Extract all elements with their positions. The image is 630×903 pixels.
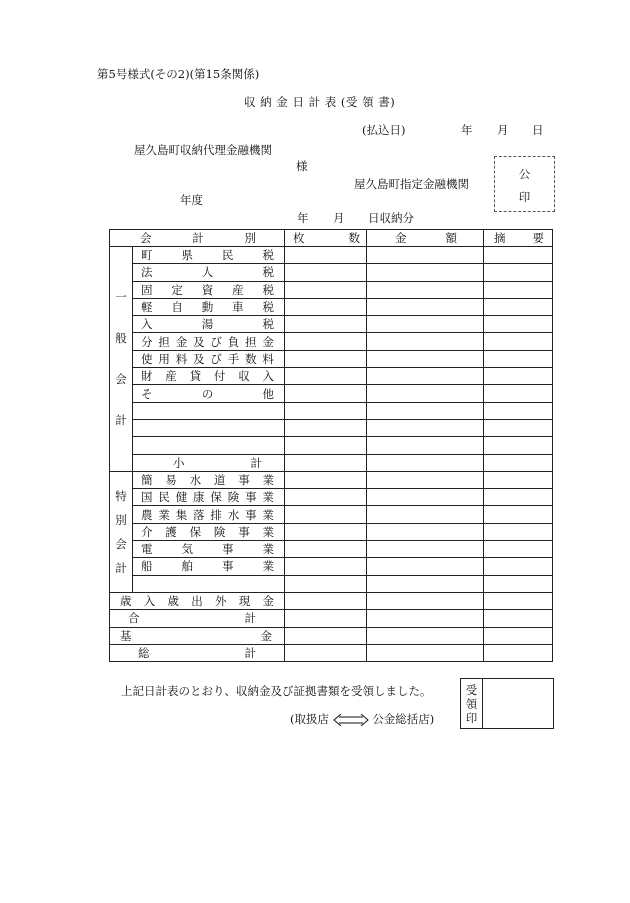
entry-cell[interactable] <box>484 298 553 315</box>
entry-cell[interactable] <box>285 316 367 333</box>
label-char: び <box>210 351 222 366</box>
label-char: 人 <box>201 265 214 280</box>
label-char: 軽 <box>141 300 153 315</box>
label-char: 総 <box>138 645 150 660</box>
recipient-honorific: 様 <box>296 159 308 173</box>
section-char: 会 <box>115 372 127 387</box>
label-char: 道 <box>213 473 226 487</box>
entry-cell[interactable] <box>367 264 484 281</box>
section-label <box>110 247 133 472</box>
label-char: 護 <box>165 524 177 539</box>
label-char: 財 <box>141 369 153 384</box>
payment-date-label: (払込日) <box>362 123 406 137</box>
entry-cell[interactable] <box>285 454 367 471</box>
entry-cell[interactable] <box>484 506 553 523</box>
entry-cell[interactable] <box>367 350 484 367</box>
entry-cell[interactable] <box>367 489 484 506</box>
entry-cell[interactable] <box>285 506 367 523</box>
label-char: 現 <box>238 594 251 609</box>
table-row <box>110 368 553 385</box>
label-char: 金 <box>262 594 274 609</box>
entry-cell[interactable] <box>285 610 367 627</box>
label-char: 入 <box>141 317 153 332</box>
label-char: 金 <box>260 628 272 643</box>
entry-cell[interactable] <box>367 471 484 488</box>
table-row <box>110 247 553 264</box>
section-char: 計 <box>115 413 127 428</box>
label-char: 法 <box>141 265 153 280</box>
label-char: 外 <box>215 594 227 609</box>
label-char: 摘 <box>494 231 506 245</box>
label-char: 介 <box>141 524 153 539</box>
collection-year: 年 <box>297 211 309 225</box>
label-char: 用 <box>158 351 170 366</box>
label-char: 民 <box>222 248 234 263</box>
section-char: 計 <box>115 560 127 575</box>
table-row <box>110 419 553 436</box>
section-char: 別 <box>115 512 127 527</box>
entry-cell[interactable] <box>484 610 553 627</box>
account-label <box>133 386 284 402</box>
entry-cell[interactable] <box>285 541 367 558</box>
label-char: 固 <box>141 282 153 297</box>
entry-cell[interactable] <box>484 419 553 436</box>
section-char: 一 <box>115 290 127 305</box>
label-char: 別 <box>244 231 256 245</box>
label-char: 町 <box>141 248 153 263</box>
account-label <box>133 334 284 350</box>
label-char: 使 <box>141 351 153 366</box>
label-char: 負 <box>227 334 240 349</box>
label-char: 舶 <box>181 559 193 574</box>
table-row <box>110 264 553 281</box>
account-label <box>133 455 284 471</box>
account-label <box>133 524 284 540</box>
entry-cell[interactable] <box>484 454 553 471</box>
label-char: の <box>201 386 214 401</box>
entry-cell[interactable] <box>367 644 484 661</box>
entry-cell[interactable] <box>484 644 553 661</box>
label-char: 集 <box>175 507 188 522</box>
label-char: 計 <box>244 645 256 660</box>
label-char: 分 <box>141 334 153 349</box>
handler-right: 公金総括店) <box>372 712 435 726</box>
label-char: 税 <box>262 317 274 332</box>
label-char: 産 <box>232 282 244 297</box>
label-char: 保 <box>210 490 222 505</box>
entry-cell[interactable] <box>367 437 484 454</box>
label-char: 入 <box>262 369 274 384</box>
table-row <box>110 385 553 402</box>
account-label <box>133 316 284 332</box>
entry-cell[interactable] <box>367 541 484 558</box>
entry-cell[interactable] <box>285 368 367 385</box>
entry-cell[interactable] <box>484 333 553 350</box>
total-row <box>110 610 553 627</box>
entry-cell[interactable] <box>367 402 484 419</box>
entry-cell[interactable] <box>367 575 484 592</box>
label-char: 電 <box>141 542 153 557</box>
entry-cell[interactable] <box>484 281 553 298</box>
label-char: 数 <box>348 231 360 245</box>
table-row <box>110 350 553 367</box>
label-char: 出 <box>191 594 203 609</box>
label-char: 事 <box>238 473 250 487</box>
entry-cell[interactable] <box>367 523 484 540</box>
entry-cell[interactable] <box>484 627 553 644</box>
label-char: 健 <box>175 490 188 505</box>
table-row <box>110 506 553 523</box>
entry-cell[interactable] <box>367 385 484 402</box>
entry-cell[interactable] <box>367 281 484 298</box>
label-char: 及 <box>193 351 205 366</box>
account-label <box>110 645 284 661</box>
label-char: そ <box>141 386 153 401</box>
label-char: 収 <box>238 369 250 384</box>
entry-cell[interactable] <box>285 644 367 661</box>
entry-cell[interactable] <box>484 385 553 402</box>
entry-cell[interactable] <box>484 523 553 540</box>
label-char: 簡 <box>141 473 153 487</box>
double-arrow-icon <box>333 714 369 726</box>
entry-cell[interactable] <box>484 350 553 367</box>
payment-day: 日 <box>532 123 544 137</box>
receipt-statement: 上記日計表のとおり、収納金及び証拠書類を受領しました。 <box>121 684 432 698</box>
official-seal-box <box>494 156 555 212</box>
table-row <box>110 575 553 592</box>
label-char: 水 <box>227 507 240 522</box>
entry-cell[interactable] <box>285 298 367 315</box>
label-char: 民 <box>158 490 170 505</box>
table-row <box>110 523 553 540</box>
section-char: 般 <box>115 331 127 346</box>
label-char: 定 <box>171 282 183 297</box>
entry-cell[interactable] <box>285 385 367 402</box>
entry-cell[interactable] <box>484 402 553 419</box>
label-char: 貸 <box>189 369 202 384</box>
entry-cell[interactable] <box>285 627 367 644</box>
entry-cell[interactable] <box>484 264 553 281</box>
entry-cell[interactable] <box>285 437 367 454</box>
entry-cell[interactable] <box>484 437 553 454</box>
subtotal-row <box>110 454 553 471</box>
entry-cell[interactable] <box>484 575 553 592</box>
label-char: 業 <box>262 542 274 557</box>
entry-cell[interactable] <box>285 575 367 592</box>
label-char: 料 <box>175 351 188 366</box>
handler-left: (取扱店 <box>290 712 329 726</box>
account-label <box>367 230 483 246</box>
table-row <box>110 281 553 298</box>
entry-cell[interactable] <box>367 558 484 575</box>
entry-cell[interactable] <box>367 454 484 471</box>
label-char: 農 <box>141 507 153 522</box>
label-char: 金 <box>175 334 188 349</box>
entry-cell[interactable] <box>285 247 367 264</box>
label-char: 手 <box>227 351 240 366</box>
recipient-agent: 屋久島町収納代理金融機関 <box>134 143 272 157</box>
label-char: 会 <box>140 231 152 245</box>
total-row <box>110 592 553 609</box>
entry-cell[interactable] <box>367 333 484 350</box>
account-label <box>110 230 284 246</box>
entry-cell[interactable] <box>367 316 484 333</box>
label-char: 入 <box>143 594 156 609</box>
account-label <box>110 610 284 626</box>
label-char: 湯 <box>201 317 214 332</box>
account-label <box>133 472 284 488</box>
label-char: 数 <box>245 351 257 366</box>
entry-cell[interactable] <box>367 368 484 385</box>
label-char: 産 <box>165 369 177 384</box>
entry-cell[interactable] <box>367 247 484 264</box>
table-row <box>110 471 553 488</box>
entry-cell[interactable] <box>367 506 484 523</box>
label-char: 事 <box>238 524 250 539</box>
label-char: 業 <box>262 524 274 539</box>
entry-cell[interactable] <box>484 471 553 488</box>
label-char: 業 <box>262 490 274 505</box>
entry-cell[interactable] <box>484 592 553 609</box>
account-label <box>133 351 284 367</box>
label-char: 事 <box>222 559 234 574</box>
receipt-seal-label <box>461 679 483 728</box>
document-title: 収 納 金 日 計 表 (受 領 書) <box>244 95 396 109</box>
table-row <box>110 541 553 558</box>
receipt-seal-char: 受 <box>465 682 478 697</box>
label-char: 小 <box>173 455 185 470</box>
label-char: 担 <box>245 334 257 349</box>
payment-month: 月 <box>497 123 509 137</box>
section-char: 会 <box>115 536 127 551</box>
label-char: 付 <box>213 369 226 384</box>
label-char: 業 <box>262 559 274 574</box>
label-char: 枚 <box>293 231 305 245</box>
table-row <box>110 316 553 333</box>
section-label <box>110 471 133 592</box>
form-number: 第5号様式(その2)(第15条関係) <box>97 67 260 81</box>
label-char: 気 <box>181 542 193 557</box>
table-row <box>110 558 553 575</box>
designated-institution: 屋久島町指定金融機関 <box>354 177 469 191</box>
account-label <box>133 264 284 280</box>
label-char: 自 <box>171 300 183 315</box>
label-char: 税 <box>262 265 274 280</box>
receipt-seal-char: 印 <box>465 710 478 725</box>
account-label <box>484 230 552 246</box>
entry-cell[interactable] <box>285 402 367 419</box>
entry-cell[interactable] <box>285 419 367 436</box>
label-char: 易 <box>165 473 177 487</box>
entry-cell[interactable] <box>484 541 553 558</box>
label-char: 計 <box>244 611 256 626</box>
entry-cell[interactable] <box>367 627 484 644</box>
label-char: 税 <box>262 282 274 297</box>
table-header-row <box>110 230 553 247</box>
label-char: 険 <box>227 490 240 505</box>
receipt-seal-char: 領 <box>465 696 478 711</box>
account-label <box>110 628 284 644</box>
label-char: 県 <box>181 248 193 263</box>
label-char: 金 <box>262 334 274 349</box>
label-char: 及 <box>193 334 205 349</box>
collection-table <box>109 229 553 662</box>
account-label <box>133 558 284 574</box>
table-row <box>110 437 553 454</box>
account-label <box>133 489 284 505</box>
label-char: 担 <box>158 334 170 349</box>
entry-cell[interactable] <box>285 523 367 540</box>
entry-cell[interactable] <box>367 298 484 315</box>
entry-cell[interactable] <box>285 558 367 575</box>
account-label <box>133 299 284 315</box>
account-label <box>133 282 284 298</box>
label-char: 歳 <box>167 594 179 609</box>
table-row <box>110 333 553 350</box>
label-char: 合 <box>128 611 140 626</box>
label-char: 基 <box>120 628 132 643</box>
label-char: 税 <box>262 248 274 263</box>
label-char: 落 <box>193 507 205 522</box>
entry-cell[interactable] <box>285 592 367 609</box>
label-char: 計 <box>192 231 204 245</box>
entry-cell[interactable] <box>285 264 367 281</box>
entry-cell[interactable] <box>484 558 553 575</box>
label-char: 車 <box>232 300 244 315</box>
label-char: 排 <box>210 507 222 522</box>
account-label <box>133 507 284 523</box>
label-char: 業 <box>158 507 170 522</box>
entry-cell[interactable] <box>367 419 484 436</box>
label-char: 康 <box>193 490 205 505</box>
table-row <box>110 402 553 419</box>
total-row <box>110 644 553 661</box>
label-char: 事 <box>245 507 257 522</box>
label-char: 金 <box>395 231 407 245</box>
entry-cell[interactable] <box>285 333 367 350</box>
total-row <box>110 627 553 644</box>
label-char: 歳 <box>120 594 132 609</box>
account-label <box>133 541 284 557</box>
label-char: 額 <box>445 231 457 245</box>
entry-cell[interactable] <box>484 247 553 264</box>
label-char: 業 <box>262 507 274 522</box>
label-char: 料 <box>262 351 274 366</box>
label-char: 国 <box>141 490 153 505</box>
table-row <box>110 489 553 506</box>
account-label <box>133 368 284 384</box>
label-char: 動 <box>201 300 214 315</box>
entry-cell[interactable] <box>285 489 367 506</box>
collection-suffix: 日収納分 <box>368 211 414 225</box>
label-char: 業 <box>262 473 274 487</box>
entry-cell[interactable] <box>484 368 553 385</box>
label-char: 事 <box>222 542 234 557</box>
payment-year: 年 <box>461 123 473 137</box>
entry-cell[interactable] <box>285 471 367 488</box>
label-char: 資 <box>201 282 214 297</box>
label-char: 船 <box>141 559 153 574</box>
entry-cell[interactable] <box>367 610 484 627</box>
fiscal-year: 年度 <box>180 193 203 207</box>
label-char: 事 <box>245 490 257 505</box>
label-char: 計 <box>250 455 262 470</box>
label-char: 要 <box>532 231 544 245</box>
seal-char: 印 <box>518 190 531 204</box>
label-char: 険 <box>213 524 226 539</box>
label-char: 他 <box>262 386 274 401</box>
label-char: び <box>210 334 222 349</box>
label-char: 保 <box>189 524 202 539</box>
label-char: 税 <box>262 300 274 315</box>
collection-month: 月 <box>333 211 345 225</box>
entry-cell[interactable] <box>285 350 367 367</box>
entry-cell[interactable] <box>285 281 367 298</box>
entry-cell[interactable] <box>367 592 484 609</box>
table-row <box>110 298 553 315</box>
account-label <box>285 230 366 246</box>
seal-char: 公 <box>518 167 531 181</box>
account-label <box>110 593 284 609</box>
handler-line <box>290 711 434 727</box>
section-char: 特 <box>115 488 127 503</box>
label-char: 水 <box>189 473 202 487</box>
receipt-seal-box <box>460 678 554 729</box>
entry-cell[interactable] <box>484 489 553 506</box>
account-label <box>133 247 284 263</box>
entry-cell[interactable] <box>484 316 553 333</box>
